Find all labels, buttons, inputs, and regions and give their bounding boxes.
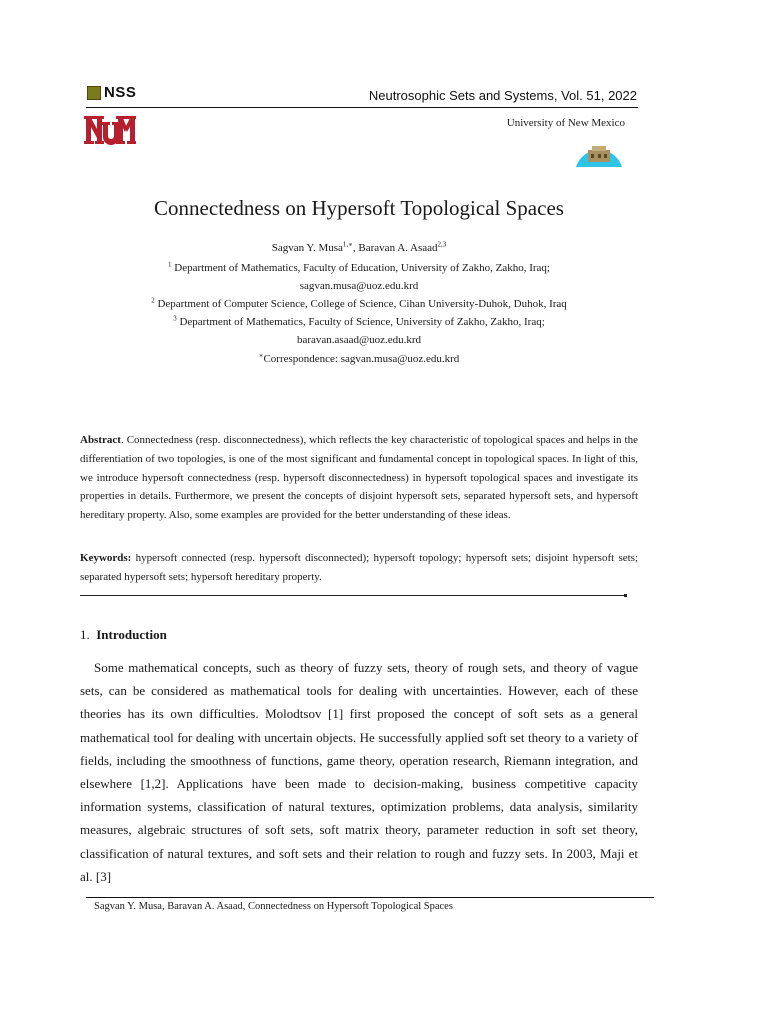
author-line <box>0 241 718 255</box>
affiliation-1: $^1$ Department of Mathematics, Faculty of Education, University of Zakho, Zakho, Iraq; <box>168 260 550 274</box>
abstract-rule <box>80 595 626 596</box>
correspondence: ∗Correspondence: sagvan.musa@uoz.edu.krd <box>258 351 460 365</box>
intro-paragraph <box>80 656 638 888</box>
abstract-text: . Connectedness (resp. disconnectedness), which reflects the key characteristic of topological spaces and helps in the differentiation of two topologies, is one of the most significant and fundamental concept in topological spaces. In light of this, we introduce hypersoft connectedness (resp. hypersoft disconnectedness) in hypersoft topological spaces and investigate its properties in details. Furthermore, we present the concepts of disjoint hypersoft sets, separated hypersoft sets, and hypersoft hereditary property. Also, some examples are provided for the better understanding of these ideas. <box>80 434 638 522</box>
author-1-sup: 1,∗ <box>342 240 353 249</box>
header-rule <box>86 107 638 108</box>
author-1: Sagvan Y. Musa <box>271 242 343 254</box>
author-2-sup: 2,3 <box>437 240 447 249</box>
author-2: Baravan A. Asaad <box>358 242 438 254</box>
nss-square-icon <box>87 86 101 100</box>
intro-text: Some mathematical concepts, such as theory of fuzzy sets, theory of rough sets, and theory of vague sets, can be considered as mathematical tools for dealing with uncertainties. However, each of these theories has its own difficulties. Molodtsov [1] first proposed the concept of soft sets as a general mathematical tool for dealing with uncertain objects. He successfully applied soft set theory to a variety of fields, including the smoothness of functions, game theory, operation research, Riemann integration, and elsewhere [1,2]. Applications have been made to decision-making, business competitive capacity information systems, classification of natural textures, optimization problems, data analysis, similarity measures, algebraic structures of soft sets, soft matrix theory, parameter reduction in soft set theory, classification of natural textures, and soft sets and their relation to rough and fuzzy sets. In 2003, Maji et al. [3] <box>80 660 638 884</box>
paper-title: Connectedness on Hypersoft Topological Spaces <box>154 196 564 220</box>
affiliation-3: $^3$ Department of Mathematics, Faculty of Science, University of Zakho, Zakho, Iraq; <box>173 314 545 328</box>
journal-citation: Neutrosophic Sets and Systems, Vol. 51, 2022 <box>368 88 637 103</box>
keywords <box>80 549 638 587</box>
author-sep: , <box>352 242 359 254</box>
footer-rule <box>86 897 654 898</box>
university-building-icon <box>574 133 624 167</box>
nss-logo <box>87 84 136 101</box>
unm-monogram-icon <box>84 114 136 150</box>
email-1: sagvan.musa@uoz.edu.krd <box>299 280 419 292</box>
section-number: 1. <box>80 627 90 642</box>
university-name: University of New Mexico <box>506 117 625 129</box>
abstract-rule-end <box>624 594 627 597</box>
keywords-label: Keywords: <box>80 552 132 564</box>
affiliation-2: $^2$ Department of Computer Science, College of Science, Cihan University-Duhok, Duhok, Iraq <box>151 296 567 310</box>
section-title: Introduction <box>96 627 167 642</box>
section-heading-introduction <box>80 627 167 643</box>
nss-logo-text: NSS <box>104 84 137 101</box>
email-2: baravan.asaad@uoz.edu.krd <box>296 334 422 346</box>
abstract <box>80 431 638 525</box>
footer-citation: Sagvan Y. Musa, Baravan A. Asaad, Connectedness on Hypersoft Topological Spaces <box>94 901 453 912</box>
keywords-text: hypersoft connected (resp. hypersoft disconnected); hypersoft topology; hypersoft sets; disjoint hypersoft sets; separated hypersoft sets; hypersoft hereditary property. <box>80 552 638 583</box>
abstract-label: Abstract <box>80 434 121 446</box>
